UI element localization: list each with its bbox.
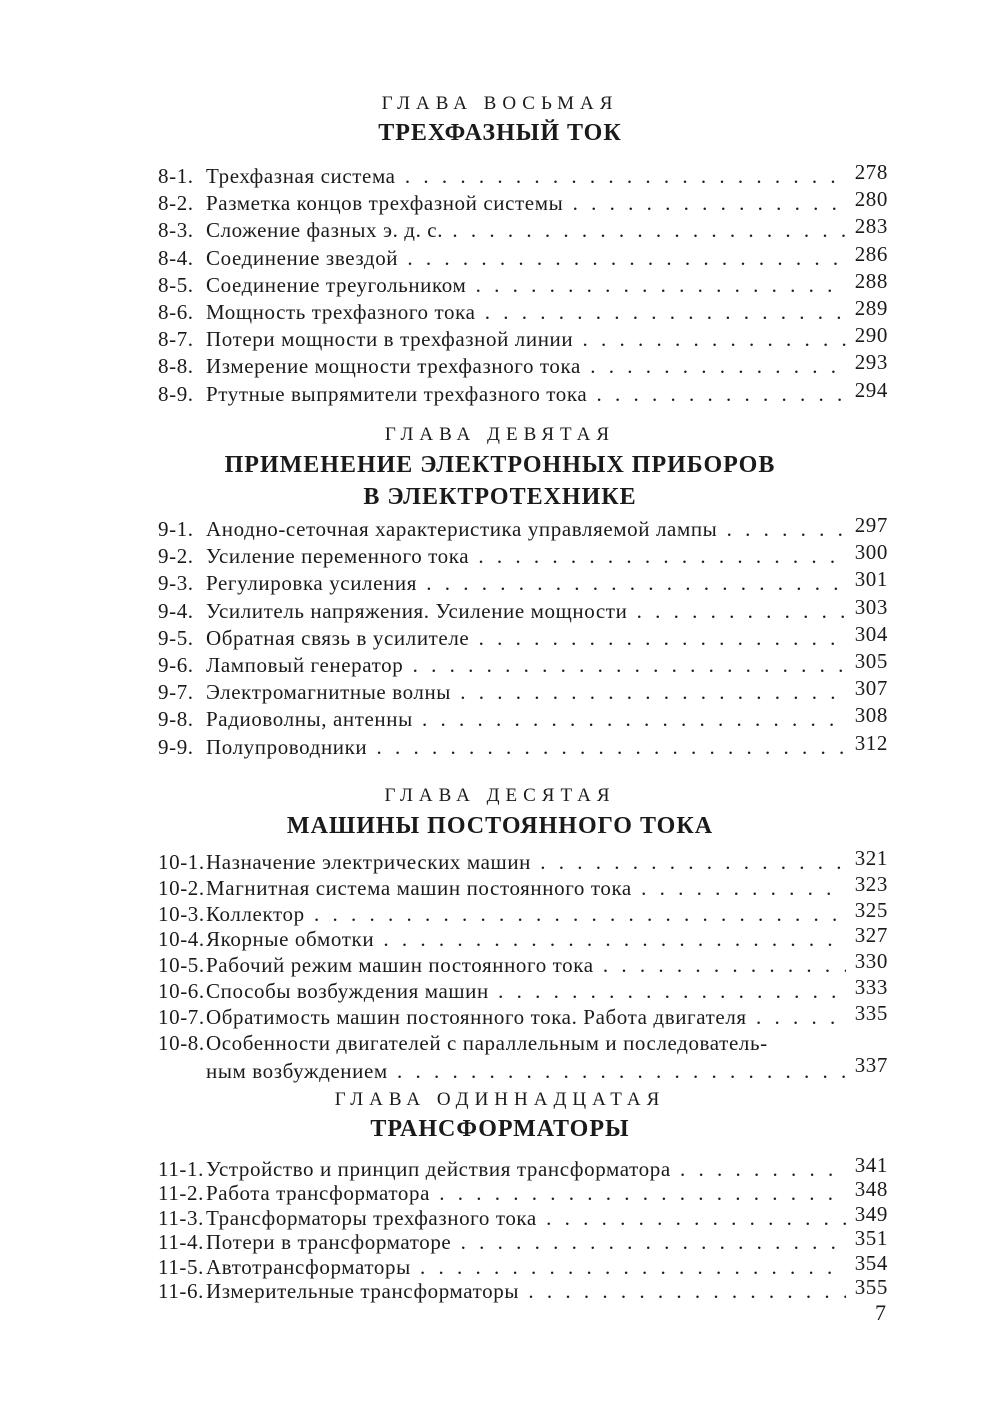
section-number: 8-1.: [158, 164, 194, 188]
section-title-continuation: ным возбуждением . . .: [206, 1057, 846, 1085]
page-reference: 325: [854, 897, 888, 922]
section-number: 9-7.: [158, 680, 194, 705]
section-title: Соединение треугольником . . .: [206, 271, 846, 299]
section-number: 10-1.: [158, 850, 205, 874]
chapter-label: ГЛАВА ОДИННАДЦАТАЯ: [334, 1089, 666, 1110]
toc-entry[interactable]: [158, 216, 888, 244]
page-reference: 349: [854, 1201, 888, 1226]
section-number: 11-3.: [158, 1205, 204, 1230]
section-title: Усиление переменного тока . . .: [206, 542, 846, 570]
chapter-title: ПРИМЕНЕНИЕ ЭЛЕКТРОННЫХ ПРИБОРОВ: [224, 452, 776, 478]
section-title: Автотрансформаторы . . .: [206, 1253, 846, 1281]
page-reference: 321: [854, 846, 888, 870]
section-number: 8-3.: [158, 218, 194, 243]
toc-entry[interactable]: [158, 951, 888, 979]
section-title: Сложение фазных э. д. с. . . .: [206, 216, 846, 244]
toc-entry[interactable]: [158, 162, 888, 190]
page-reference: 286: [854, 241, 888, 266]
toc-entry[interactable]: [158, 569, 888, 597]
section-title: Рабочий режим машин постоянного тока . . .: [206, 951, 846, 979]
section-title: Якорные обмотки . . .: [206, 925, 846, 953]
section-title: Ламповый генератор . . .: [206, 651, 846, 679]
toc-entry[interactable]: [158, 621, 888, 652]
section-number: 9-4.: [158, 598, 194, 623]
toc-entry[interactable]: [158, 325, 888, 353]
section-number: 10-4.: [158, 927, 205, 952]
section-title: Потери мощности в трехфазной линии . . .: [206, 325, 846, 353]
chapter-label: ГЛАВА ДЕСЯТАЯ: [384, 785, 616, 806]
page-reference: 303: [854, 594, 888, 619]
page-reference: 354: [854, 1250, 888, 1275]
page-reference: 312: [854, 730, 888, 755]
section-number: 9-1.: [158, 517, 194, 541]
page-reference: 351: [854, 1226, 888, 1251]
toc-entry[interactable]: [158, 515, 888, 543]
page-reference: 294: [854, 377, 888, 402]
section-title: Полупроводники . . .: [206, 733, 846, 761]
section-title: Усилитель напряжения. Усиление мощности . . .: [206, 597, 846, 625]
section-title: Анодно-сеточная характеристика управляемой лампы . . .: [206, 515, 846, 543]
section-number: 9-9.: [158, 734, 194, 759]
toc-entry[interactable]: [158, 352, 888, 380]
page-reference: 278: [854, 160, 888, 184]
toc-entry[interactable]: [158, 189, 888, 217]
section-title: Трансформаторы трехфазного тока . . .: [206, 1204, 846, 1232]
section-number: 10-2.: [158, 875, 205, 900]
page-reference: 297: [854, 513, 888, 537]
toc-entry[interactable]: [158, 1000, 888, 1031]
section-number: 8-2.: [158, 191, 194, 216]
chapter-label: ГЛАВА ВОСЬМАЯ: [381, 93, 619, 114]
section-number: 10-3.: [158, 901, 205, 926]
section-title: Обратная связь в усилителе . . .: [206, 624, 846, 652]
page-reference: 293: [854, 350, 888, 375]
section-title: Разметка концов трехфазной системы . . .: [206, 189, 846, 217]
chapter-title: ТРАНСФОРМАТОРЫ: [370, 1116, 630, 1142]
toc-entry[interactable]: [158, 871, 888, 902]
page-reference: 333: [854, 975, 888, 999]
section-title: Регулировка усиления . . .: [206, 569, 846, 597]
section-number: 9-2.: [158, 544, 194, 569]
section-number: 8-7.: [158, 327, 194, 352]
section-title: Электромагнитные волны . . .: [206, 678, 846, 706]
toc-entry[interactable]: [158, 977, 888, 1005]
section-title: Измерительные трансформаторы . . .: [206, 1277, 846, 1305]
page-reference: 337: [854, 1052, 888, 1077]
toc-entry[interactable]: [158, 1277, 888, 1305]
section-title: Назначение электрических машин . . .: [206, 848, 846, 876]
section-title: Устройство и принцип действия трансформатора . . .: [206, 1155, 846, 1183]
page-reference: 330: [854, 949, 888, 974]
toc-entry[interactable]: [158, 705, 888, 733]
page-reference: 341: [854, 1153, 888, 1177]
section-number: 10-6.: [158, 979, 205, 1003]
section-number: 10-7.: [158, 1004, 205, 1029]
section-title: Способы возбуждения машин . . .: [206, 977, 846, 1005]
section-title: Соединение звездой . . .: [206, 244, 846, 272]
toc-entry[interactable]: [158, 925, 888, 953]
section-title: Радиоволны, антенны . . .: [206, 705, 846, 733]
section-title: Потери в трансформаторе . . .: [206, 1228, 846, 1256]
page-reference: 323: [854, 871, 888, 896]
section-title: Коллектор . . .: [206, 900, 846, 928]
page-reference: 280: [854, 187, 888, 212]
section-number: 10-5.: [158, 953, 205, 978]
toc-entry[interactable]: [158, 298, 888, 326]
section-number: 11-2.: [158, 1181, 204, 1206]
section-number: 11-6.: [158, 1279, 204, 1303]
page-reference: 335: [854, 1000, 888, 1025]
page-reference: 289: [854, 296, 888, 320]
chapter-title: В ЭЛЕКТРОТЕХНИКЕ: [363, 484, 637, 510]
chapter-title: МАШИНЫ ПОСТОЯННОГО ТОКА: [286, 813, 714, 839]
toc-entry[interactable]: [158, 897, 888, 928]
page-reference: 305: [854, 649, 888, 673]
section-number: 8-5.: [158, 272, 194, 297]
section-title: Измерение мощности трехфазного тока . . .: [206, 352, 846, 380]
section-title: Мощность трехфазного тока . . .: [206, 298, 846, 326]
section-number: 8-8.: [158, 354, 194, 379]
page-reference: 290: [854, 323, 888, 348]
page-reference: 288: [854, 268, 888, 293]
page-reference: 307: [854, 676, 888, 701]
toc-entry[interactable]: [158, 377, 888, 408]
page-reference: 348: [854, 1177, 888, 1202]
section-number: 9-6.: [158, 653, 194, 677]
chapter-label: ГЛАВА ДЕВЯТАЯ: [384, 424, 616, 445]
section-title: Работа трансформатора . . .: [206, 1179, 846, 1207]
section-number: 9-3.: [158, 571, 194, 596]
page-reference: 301: [854, 567, 888, 592]
page-reference: 304: [854, 621, 888, 646]
section-number: 8-9.: [158, 381, 194, 406]
toc-entry[interactable]: [158, 848, 888, 876]
section-title: Магнитная система машин постоянного тока . . .: [206, 874, 846, 902]
toc-entry[interactable]: [158, 678, 888, 706]
toc-entry[interactable]: [158, 268, 888, 299]
section-number: 11-1.: [158, 1157, 204, 1181]
toc-entry[interactable]: [158, 730, 888, 761]
section-number: 9-8.: [158, 707, 194, 732]
page-reference: 355: [854, 1275, 888, 1299]
section-number: 9-5.: [158, 625, 194, 650]
page-number: 7: [875, 1300, 886, 1325]
toc-entry[interactable]: [158, 241, 888, 272]
page-reference: 308: [854, 703, 888, 728]
section-title: Обратимость машин постоянного тока. Работа двигателя . . .: [206, 1003, 846, 1031]
toc-entry[interactable]: [158, 651, 888, 679]
section-number: 8-6.: [158, 300, 194, 324]
page-reference: 283: [854, 214, 888, 239]
chapter-title: ТРЕХФАЗНЫЙ ТОК: [378, 120, 622, 146]
toc-entry[interactable]: [158, 542, 888, 570]
section-number: 11-5.: [158, 1254, 204, 1279]
section-number: 11-4.: [158, 1230, 204, 1255]
section-number: 10-8.: [158, 1030, 205, 1055]
toc-entry[interactable]: [158, 594, 888, 625]
section-title: Ртутные выпрямители трехфазного тока . . .: [206, 380, 846, 408]
section-title: Трехфазная система . . .: [206, 162, 846, 190]
toc-entry[interactable]: [158, 1029, 888, 1083]
section-title: Особенности двигателей с параллельным и последователь-: [206, 1030, 768, 1055]
page-reference: 327: [854, 923, 888, 948]
page-reference: 300: [854, 540, 888, 565]
section-number: 8-4.: [158, 245, 194, 270]
